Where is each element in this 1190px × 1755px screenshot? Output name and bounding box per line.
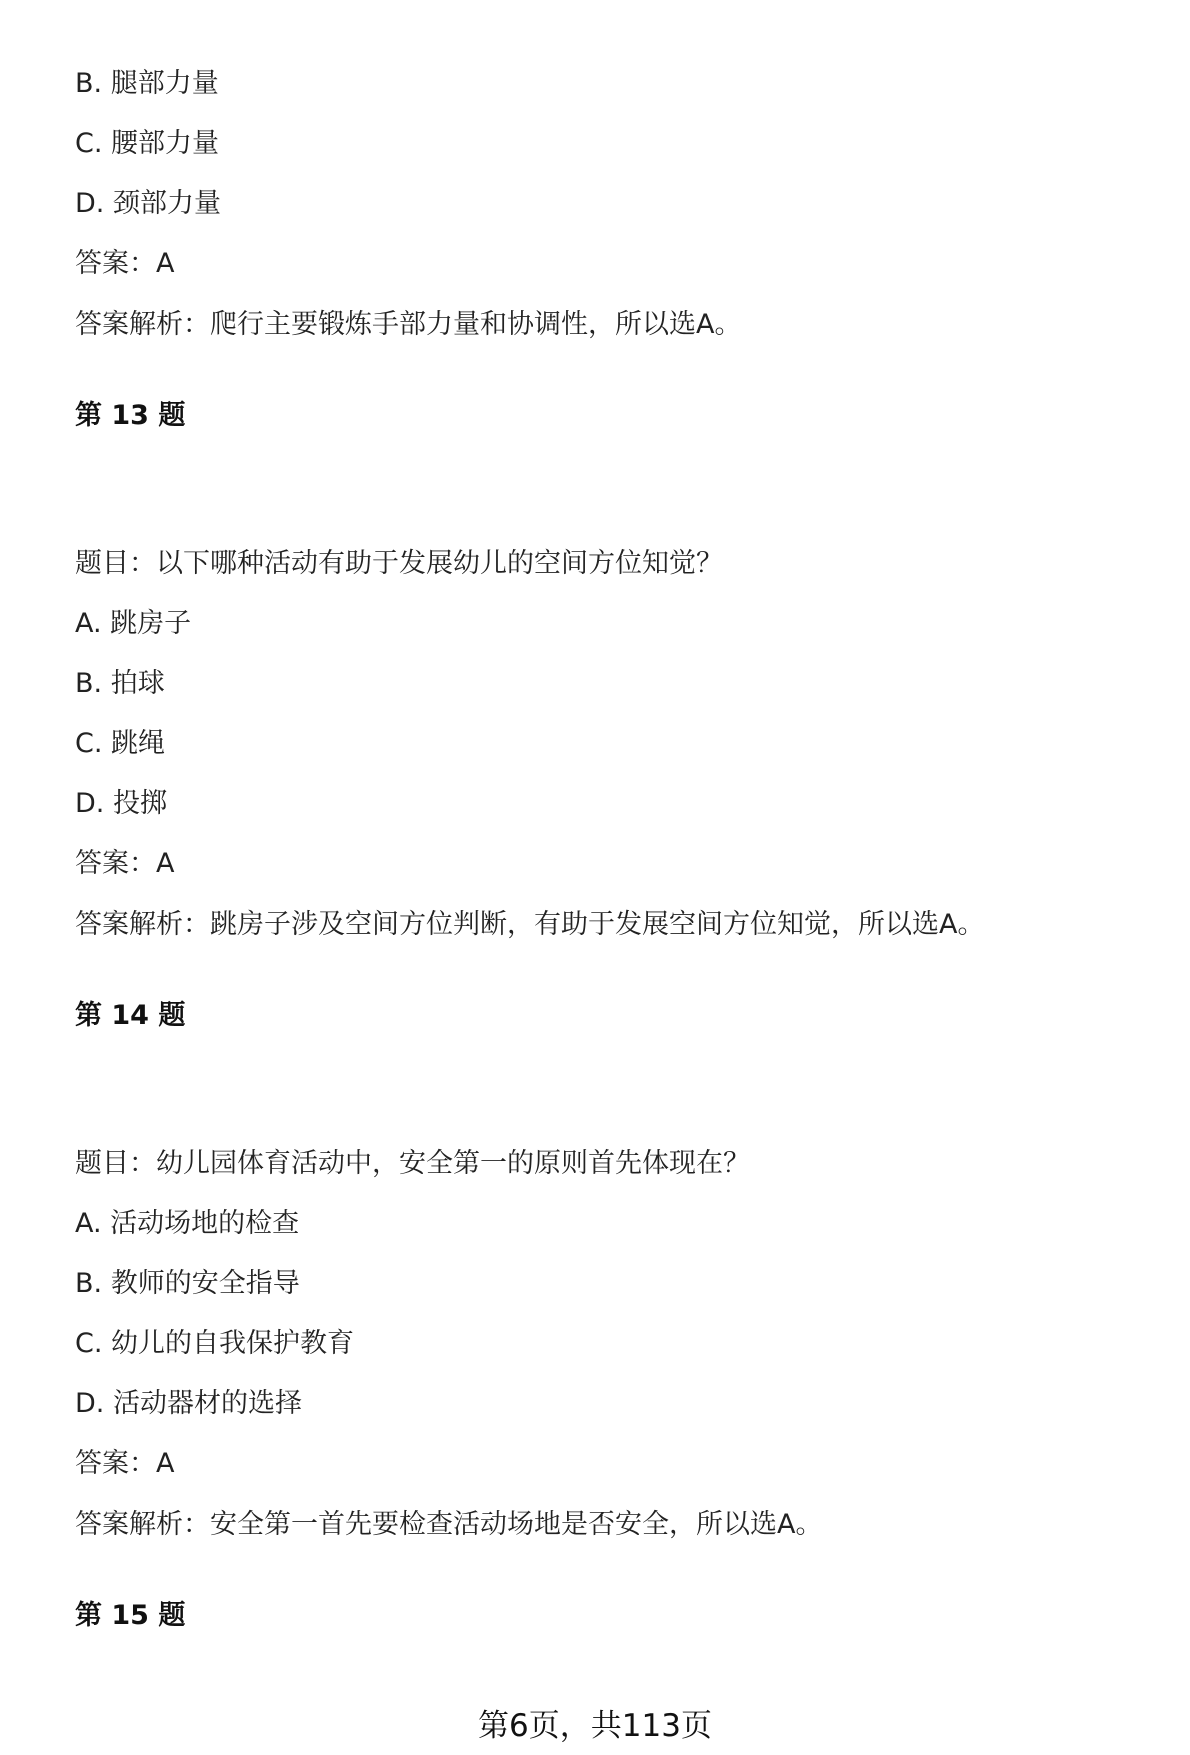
q13-question: 题目：以下哪种活动有助于发展幼儿的空间方位知觉？ [75, 548, 723, 579]
q12-option-c: C. 腰部力量 [75, 128, 220, 159]
q13-option-d: D. 投掷 [75, 788, 167, 819]
q12-analysis: 答案解析：爬行主要锻炼手部力量和协调性，所以选A。 [75, 309, 742, 340]
q13-heading: 第 13 题 [75, 400, 186, 431]
q13-answer: 答案：A [75, 848, 175, 879]
q14-option-c: C. 幼儿的自我保护教育 [75, 1328, 355, 1359]
q14-analysis: 答案解析：安全第一首先要检查活动场地是否安全，所以选A。 [75, 1509, 823, 1540]
q14-heading: 第 14 题 [75, 1000, 186, 1031]
q12-option-b: B. 腿部力量 [75, 68, 219, 99]
page-number-footer: 第6页，共113页 [478, 1708, 712, 1744]
q14-option-d: D. 活动器材的选择 [75, 1388, 302, 1419]
q12-option-d: D. 颈部力量 [75, 188, 221, 219]
q12-answer: 答案：A [75, 248, 175, 279]
q14-option-a: A. 活动场地的检查 [75, 1208, 300, 1239]
q13-option-b: B. 拍球 [75, 668, 165, 699]
q14-option-b: B. 教师的安全指导 [75, 1268, 300, 1299]
q14-question: 题目：幼儿园体育活动中，安全第一的原则首先体现在？ [75, 1148, 750, 1179]
q14-answer: 答案：A [75, 1448, 175, 1479]
q13-option-a: A. 跳房子 [75, 608, 192, 639]
q15-heading: 第 15 题 [75, 1600, 186, 1631]
q13-option-c: C. 跳绳 [75, 728, 166, 759]
q13-analysis: 答案解析：跳房子涉及空间方位判断，有助于发展空间方位知觉，所以选A。 [75, 909, 985, 940]
